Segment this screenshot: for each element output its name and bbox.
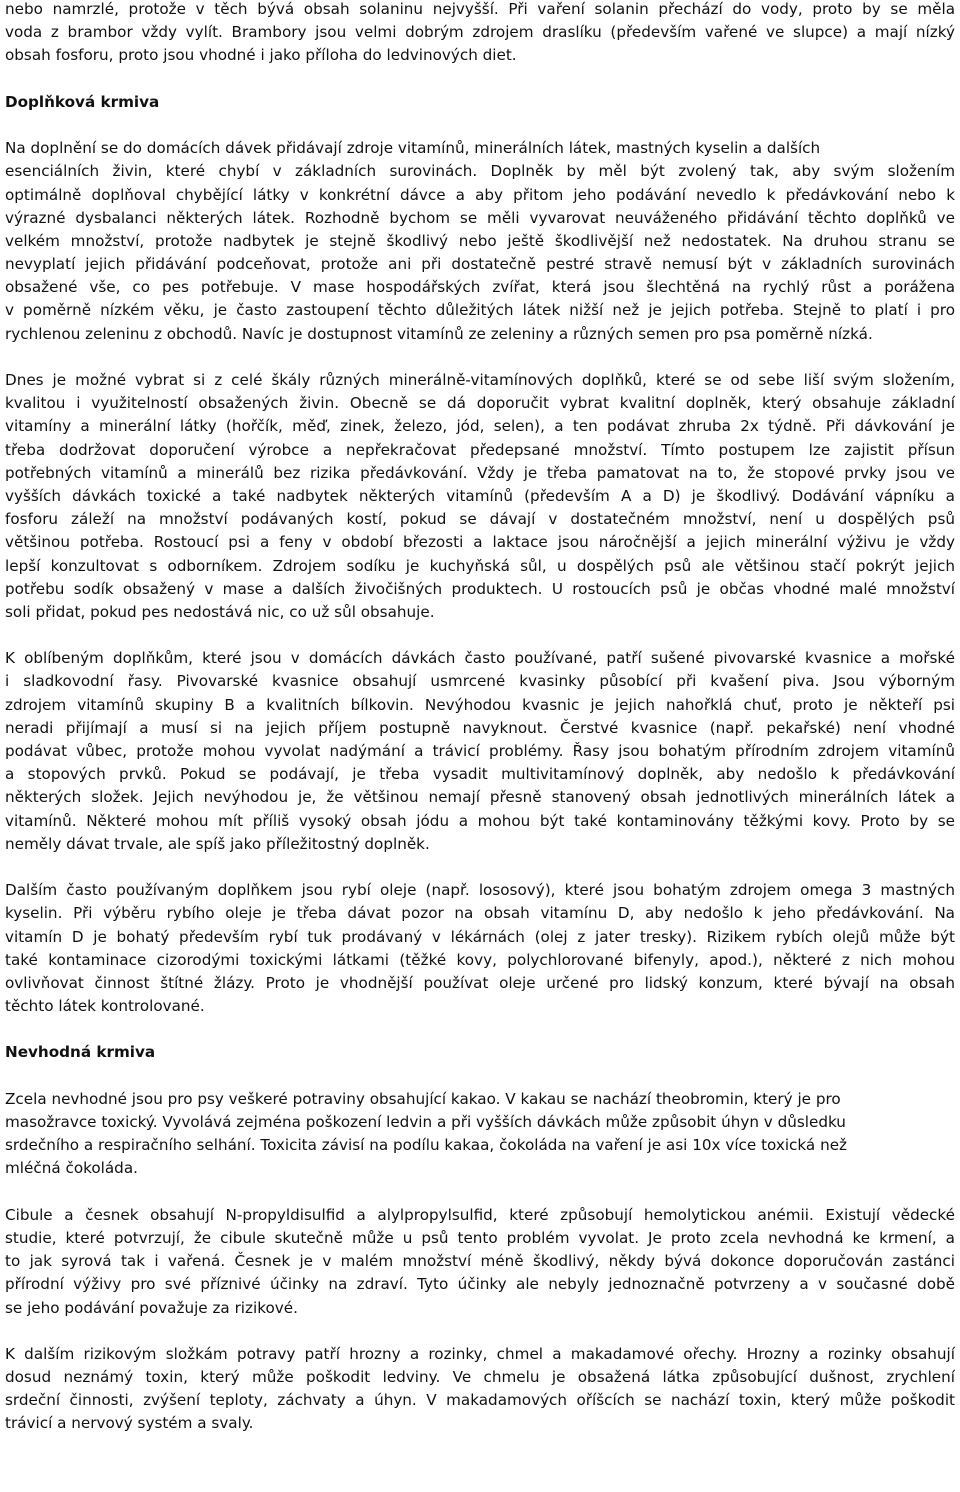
paragraph-gap bbox=[5, 114, 955, 137]
paragraph-gap bbox=[5, 1065, 955, 1088]
text-line: vitamíny a minerální látky (hořčík, měď, zinek, železo, jód, selen), a ten podávat zhruba 2x týdně. Při dávkování je bbox=[5, 417, 955, 436]
paragraph bbox=[5, 369, 955, 624]
paragraph bbox=[5, 647, 955, 856]
text-line: potřebu sodík obsažený v mase a dalších živočišných produktech. U rostoucích psů je občas vhodné malé množství bbox=[5, 579, 955, 598]
text-line: se jeho podávání považuje za rizikové. bbox=[5, 1298, 298, 1317]
text-line: srdečního a respiračního selhání. Toxicita závisí na podílu kakaa, čokoláda na vaření je asi 10x více toxická než bbox=[5, 1136, 848, 1155]
paragraph bbox=[5, 137, 955, 346]
text-line: fosforu záleží na množství podávaných kostí, pokud se dávají v dostatečném množství, není u dospělých psů bbox=[5, 510, 955, 529]
text-line: zdrojem vitamínů skupiny B a kvalitních bílkovin. Nevýhodou kvasnic je jejich nahořklá chuť, proto je někteří psi bbox=[5, 695, 955, 714]
paragraph-gap bbox=[5, 346, 955, 369]
text-line: K dalším rizikovým složkám potravy patří hrozny a rozinky, chmel a makadamové ořechy. Hrozny a rozinky obsahují bbox=[5, 1344, 955, 1363]
text-line: ovlivňovat činnost štítné žlázy. Proto je vhodnější používat oleje určené pro lidský konzum, které bývají na obsah bbox=[5, 973, 955, 992]
paragraph bbox=[5, 0, 955, 68]
paragraph-gap bbox=[5, 1320, 955, 1343]
text-line: esenciálních živin, které chybí v základních surovinách. Doplněk by měl být zvolený tak, aby svým složením bbox=[5, 162, 955, 181]
paragraph-gap bbox=[5, 624, 955, 647]
text-line: Nevhodná krmiva bbox=[5, 1043, 156, 1062]
text-line: trávicí a nervový systém a svaly. bbox=[5, 1414, 254, 1433]
paragraph-gap bbox=[5, 1181, 955, 1204]
section-heading bbox=[5, 1041, 955, 1064]
text-line: některých složek. Jejich nevýhodou je, že většinou nemají přesně stanovený obsah jednotlivých minerálních látek a bbox=[5, 788, 955, 807]
text-line: dosud neznámý toxin, který může poškodit ledviny. Ve chmelu je obsažená látka způsobující dušnost, zrychlení bbox=[5, 1368, 955, 1387]
text-line: potřebných vitamínů a minerálů bez rizika předávkování. Vždy je třeba pamatovat na to, že stopové prvky jsou ve bbox=[5, 463, 955, 482]
text-line: masožravce toxický. Vyvolává zejména poškození ledvin a při vyšších dávkách může způsobit úhyn v důsledku bbox=[5, 1113, 846, 1131]
paragraph-gap bbox=[5, 856, 955, 879]
text-line: třeba dodržovat doporučení výrobce a nepřekračovat předepsané množství. Tímto postupem lze zajistit přísun bbox=[5, 440, 955, 459]
text-line: voda z brambor vždy vylít. Brambory jsou velmi dobrým zdrojem draslíku (především vařené ve slupce) a mají nízký bbox=[5, 23, 955, 42]
text-line: Doplňková krmiva bbox=[5, 92, 160, 111]
text-line: obsah fosforu, proto jsou vhodné i jako příloha do ledvinových diet. bbox=[5, 46, 517, 65]
text-line: K oblíbeným doplňkům, které jsou v domácích dávkách často používané, patří sušené pivovarské kvasnice a mořské bbox=[5, 649, 955, 668]
paragraph-gap bbox=[5, 1018, 955, 1041]
text-line: soli přidat, pokud pes nedostává nic, co už sůl obsahuje. bbox=[5, 602, 435, 621]
text-line: mléčná čokoláda. bbox=[5, 1159, 138, 1178]
text-line: a stopových prvků. Pokud se podávají, je třeba vysadit multivitamínový doplněk, aby nedošlo k předávkování bbox=[5, 765, 955, 784]
text-line: studie, které potvrzují, že cibule skutečně může u psů tento problém vyvolat. Je proto zcela nevhodná ke krmení, a bbox=[5, 1228, 955, 1247]
document-page bbox=[5, 0, 955, 1436]
text-line: Cibule a česnek obsahují N-propyldisulfid a alylpropylsulfid, které způsobují hemolytickou anémii. Existují vědecké bbox=[5, 1205, 955, 1224]
paragraph bbox=[5, 1204, 955, 1320]
paragraph bbox=[5, 1088, 955, 1181]
text-line: Na doplnění se do domácích dávek přidávají zdroje vitamínů, minerálních látek, mastných kyselin a dalších bbox=[5, 139, 821, 158]
text-line: obsažené vše, co pes potřebuje. V mase hospodářských zvířat, která jsou šlechtěná na rychlý růst a porážena bbox=[5, 278, 955, 297]
text-line: podávat vůbec, protože mohou vyvolat nadýmání a trávicí problémy. Řasy jsou bohatým přírodním zdrojem vitamínů bbox=[5, 742, 955, 760]
text-line: vitamínů. Některé mohou mít příliš vysoký obsah jódu a mohou být také kontaminovány těžkými kovy. Proto by se bbox=[5, 811, 955, 830]
text-line: lepší konzultovat s odborníkem. Zdrojem sodíku je kuchyňská sůl, u dospělých psů ale většinou stačí pokrýt jejich bbox=[5, 556, 955, 575]
text-line: Zcela nevhodné jsou pro psy veškeré potraviny obsahující kakao. V kakau se nachází theobromin, který je pro bbox=[5, 1089, 841, 1108]
text-line: těchto látek kontrolované. bbox=[5, 997, 205, 1016]
text-line: optimálně doplňoval chybějící látky v konkrétní dávce a aby přitom jeho podávání nevedlo k předávkování nebo k bbox=[5, 185, 955, 204]
text-line: vitamín D je bohatý především rybí tuk prodávaný v lékárnách (olej z jater tresky). Rizikem rybích olejů může být bbox=[5, 927, 955, 946]
text-line: nevyplatí jejich přidávání podceňovat, protože ani při dostatečně pestré stravě nemusí být v základních surovinách bbox=[5, 255, 955, 274]
text-line: srdeční činnosti, zvýšení teploty, záchvaty a úhyn. V makadamových oříšcích se nachází toxin, který může poškodit bbox=[5, 1391, 955, 1410]
text-line: neradi přijímají a musí si na jejich příjem postupně navyknout. Čerstvé kvasnice (např. pekařské) není vhodné bbox=[5, 718, 955, 737]
text-line: také kontaminace cizorodými toxickými látkami (těžké kovy, polychlorované bifenyly, apod.), některé z nich mohou bbox=[5, 950, 955, 969]
text-line: výrazné dysbalanci některých látek. Rozhodně bychom se měli vyvarovat neuváženého přidávání těchto doplňků ve bbox=[5, 208, 955, 227]
paragraph bbox=[5, 879, 955, 1018]
text-line: Dnes je možné vybrat si z celé škály různých minerálně-vitamínových doplňků, které se od sebe liší svým složením, bbox=[5, 371, 955, 389]
text-line: v poměrně nízkém věku, je často zastoupení těchto důležitých látek nižší než je jejich potřeba. Stejně to platí i pro bbox=[5, 301, 955, 320]
text-line: i sladkovodní řasy. Pivovarské kvasnice obsahují usmrcené kvasinky působící při kvašení piva. Jsou výborným bbox=[5, 672, 955, 691]
paragraph-gap bbox=[5, 68, 955, 91]
text-line: Dalším často používaným doplňkem jsou rybí oleje (např. lososový), které jsou bohatým zdrojem omega 3 mastných bbox=[5, 881, 955, 900]
text-line: nebo namrzlé, protože v těch bývá obsah solaninu nejvyšší. Při vaření solanin přechází do vody, proto by se měla bbox=[5, 0, 955, 18]
text-line: většinou potřeba. Rostoucí psi a feny v období březosti a laktace jsou náročnější a jejich minerální výživu je vždy bbox=[5, 533, 955, 552]
text-line: rychlenou zeleninu z obchodů. Navíc je dostupnost vitamínů ze zeleniny a různých semen pro psa poměrně nízká. bbox=[5, 324, 873, 343]
text-line: kyselin. Při výběru rybího oleje je třeba dávat pozor na obsah vitamínu D, aby nedošlo k jeho předávkování. Na bbox=[5, 904, 955, 923]
text-line: neměly dávat trvale, ale spíš jako příležitostný doplněk. bbox=[5, 834, 430, 853]
paragraph bbox=[5, 1343, 955, 1436]
text-line: vyšších dávkách toxické a také nadbytek některých vitamínů (především A a D) je škodlivý. Dodávání vápníku a bbox=[5, 486, 955, 505]
section-heading bbox=[5, 91, 955, 114]
text-line: přírodní výživy pro své příznivé účinky na zdraví. Tyto účinky ale nebyly jednoznačně potvrzeny a v současné době bbox=[5, 1275, 955, 1294]
text-line: to jak syrová tak i vařená. Česnek je v malém množství méně škodlivý, někdy bývá dokonce doporučován zastánci bbox=[5, 1252, 955, 1271]
text-line: kvalitou i využitelností obsažených živin. Obecně se dá doporučit vybrat kvalitní doplněk, který obsahuje základní bbox=[5, 394, 955, 413]
text-line: velkém množství, protože nadbytek je stejně škodlivý nebo ještě škodlivější než nedostatek. Na druhou stranu se bbox=[5, 231, 955, 250]
